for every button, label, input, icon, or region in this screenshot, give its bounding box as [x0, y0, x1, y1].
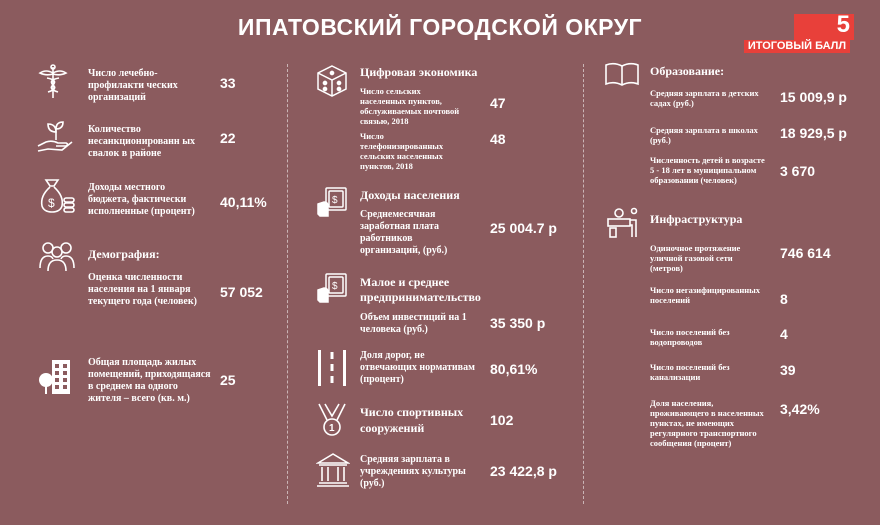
culture-value: 23 422,8 р: [490, 463, 557, 479]
children-value: 3 670: [780, 163, 816, 179]
svg-text:$: $: [48, 196, 55, 210]
postal-value: 47: [490, 95, 506, 111]
gas-network-value: 746 614: [780, 245, 831, 261]
book-icon: [604, 62, 640, 88]
housing-value: 25: [220, 372, 236, 388]
infrastructure-heading: Инфраструктура: [650, 212, 743, 226]
roads-label: Доля дорог, не отвечающих нормативам (процент): [360, 350, 475, 385]
score-label: ИТОГОВЫЙ БАЛЛ: [744, 40, 850, 53]
demography-heading: Демография:: [88, 247, 160, 261]
page-title: ИПАТОВСКИЙ ГОРОДСКОЙ ОКРУГ: [237, 14, 643, 40]
caduceus-icon: [36, 64, 70, 100]
road-icon: [316, 350, 348, 386]
column-divider: [287, 64, 288, 504]
investment-label: Объем инвестиций на 1 человека (руб.): [360, 312, 467, 335]
dumps-value: 22: [220, 130, 236, 146]
svg-text:$: $: [332, 281, 338, 292]
no-gas-label: Число негазифицированных поселений: [650, 285, 761, 305]
digital-heading: Цифровая экономика: [360, 65, 478, 79]
no-sewer-label: Число поселений без канализации: [650, 362, 730, 382]
population-label: Оценка численности населения на 1 января текущего года (человек): [88, 272, 197, 307]
score-value: 5: [836, 11, 850, 38]
sme-heading: Малое и среднее предпринимательство: [360, 275, 481, 304]
cash-hand-icon: [316, 272, 348, 306]
budget-value: 40,11%: [220, 194, 267, 210]
kindergarten-salary-value: 15 009,9 р: [780, 89, 847, 105]
museum-icon: [316, 452, 350, 488]
sport-label: Число спортивных сооружений: [360, 405, 464, 435]
dumps-label: Количество несанкционированн ых свалок в районе: [88, 124, 195, 159]
medical-value: 33: [220, 75, 236, 91]
medal-icon: [316, 402, 348, 438]
children-label: Численность детей в возрасте 5 - 18 лет в муниципальном образовании (человек): [650, 155, 765, 185]
phone-label: Число телефонизированных сельских населенных пунктов, 2018: [360, 131, 444, 171]
postal-label: Число сельских населенных пунктов, обслуживаемых почтовой связью, 2018: [360, 86, 460, 126]
sport-value: 102: [490, 412, 514, 428]
investment-value: 35 350 р: [490, 315, 546, 331]
school-salary-label: Средняя зарплата в школах (руб.): [650, 125, 758, 145]
salary-label: Среднемесячная заработная плата работников организаций, (руб.): [360, 209, 448, 256]
kindergarten-salary-label: Средняя зарплата в детских садах (руб.): [650, 88, 759, 108]
money-bag-icon: [38, 176, 76, 216]
no-water-label: Число поселений без водопроводов: [650, 327, 730, 347]
transport-share-value: 3,42%: [780, 401, 820, 417]
population-value: 57 052: [220, 284, 263, 300]
transport-share-label: Доля населения, проживающего в населенных пунктах, не имеющих регулярного транспортного сообщения (процент): [650, 398, 764, 448]
buildings-icon: [38, 356, 74, 396]
svg-text:1: 1: [329, 423, 335, 434]
hand-sprout-icon: [36, 118, 74, 154]
housing-label: Общая площадь жилых помещений, приходящаяся в среднем на одного жителя – всего (кв. м.): [88, 357, 211, 404]
education-heading: Образование:: [650, 64, 725, 78]
svg-text:$: $: [332, 195, 338, 206]
salary-value: 25 004.7 р: [490, 220, 557, 236]
school-salary-value: 18 929,5 р: [780, 125, 847, 141]
no-sewer-value: 39: [780, 362, 796, 378]
gas-network-label: Одиночное протяжение уличной газовой сети (метров): [650, 243, 741, 273]
roads-value: 80,61%: [490, 361, 538, 377]
no-gas-value: 8: [780, 291, 788, 307]
people-icon: [38, 240, 76, 272]
no-water-value: 4: [780, 326, 788, 342]
income-heading: Доходы населения: [360, 188, 460, 202]
culture-label: Средняя зарплата в учреждениях культуры (руб.): [360, 454, 466, 489]
medical-label: Число лечебно-профилакти ческих организаций: [88, 68, 178, 103]
budget-label: Доходы местного бюджета, фактически исполненные (процент): [88, 182, 195, 217]
cash-hand-icon: [316, 186, 348, 220]
column-divider: [583, 64, 584, 504]
phone-value: 48: [490, 131, 506, 147]
pipes-icon: [606, 207, 642, 241]
cube-network-icon: [316, 64, 348, 98]
